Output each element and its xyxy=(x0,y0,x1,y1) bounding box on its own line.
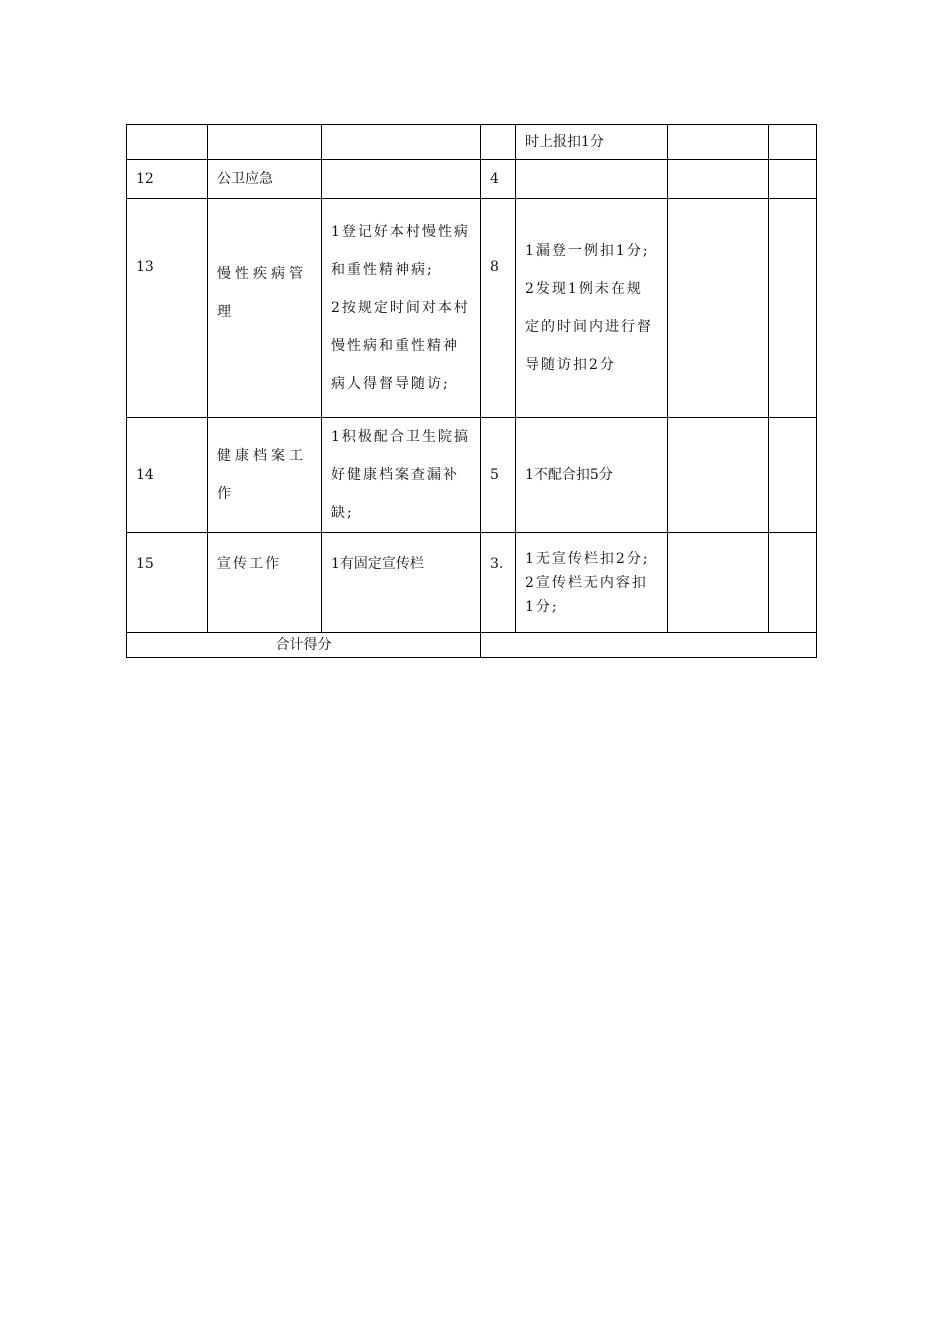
cell-criteria xyxy=(516,125,668,160)
cell-note xyxy=(769,125,817,160)
cell-criteria xyxy=(516,199,668,418)
table-row xyxy=(127,533,817,633)
content-line: 1登记好本村慢性病和重性精神病; xyxy=(331,224,470,278)
cell-note xyxy=(769,418,817,533)
table-row xyxy=(127,125,817,160)
cell-no: 14 xyxy=(127,418,208,533)
cell-note xyxy=(769,533,817,633)
cell-content xyxy=(322,199,481,418)
content-line: 1有固定宣传栏 xyxy=(331,556,424,572)
criteria-line: 1无宣传栏扣2分; xyxy=(525,550,650,567)
total-value xyxy=(481,633,817,658)
cell-item: 公卫应急 xyxy=(208,160,322,199)
criteria-line: 2宣传栏无内容扣1分; xyxy=(525,574,648,615)
cell-score xyxy=(481,125,516,160)
cell-result xyxy=(668,199,769,418)
cell-criteria xyxy=(516,533,668,633)
total-row xyxy=(127,633,817,658)
cell-item: 健康档案工作 xyxy=(208,418,322,533)
cell-note xyxy=(769,199,817,418)
cell-no: 13 xyxy=(127,199,208,418)
cell-result xyxy=(668,160,769,199)
cell-result xyxy=(668,533,769,633)
total-label: 合计得分 xyxy=(127,633,481,658)
cell-item xyxy=(208,125,322,160)
cell-criteria xyxy=(516,160,668,199)
score-table xyxy=(126,124,817,658)
table-row xyxy=(127,160,817,199)
content-line: 1积极配合卫生院搞好健康档案查漏补缺; xyxy=(331,429,470,521)
cell-no: 15 xyxy=(127,533,208,633)
cell-score: 3. xyxy=(481,533,516,633)
cell-content xyxy=(322,418,481,533)
criteria-line: 1漏登一例扣1分; xyxy=(525,243,650,259)
cell-content xyxy=(322,125,481,160)
cell-item: 慢性疾病管理 xyxy=(208,199,322,418)
cell-content xyxy=(322,160,481,199)
cell-content xyxy=(322,533,481,633)
criteria-line: 2发现1例未在规定的时间内进行督导随访扣2分 xyxy=(525,281,653,373)
cell-result xyxy=(668,125,769,160)
cell-score: 4 xyxy=(481,160,516,199)
table-row xyxy=(127,418,817,533)
cell-score: 8 xyxy=(481,199,516,418)
cell-no xyxy=(127,125,208,160)
cell-result xyxy=(668,418,769,533)
content-line: 2按规定时间对本村慢性病和重性精神病人得督导随访; xyxy=(331,300,470,392)
cell-criteria xyxy=(516,418,668,533)
criteria-line: 时上报扣1分 xyxy=(525,134,604,150)
cell-note xyxy=(769,160,817,199)
cell-no: 12 xyxy=(127,160,208,199)
criteria-line: 1不配合扣5分 xyxy=(525,467,613,483)
cell-score: 5 xyxy=(481,418,516,533)
cell-item: 宣传工作 xyxy=(208,533,322,633)
table-row xyxy=(127,199,817,418)
